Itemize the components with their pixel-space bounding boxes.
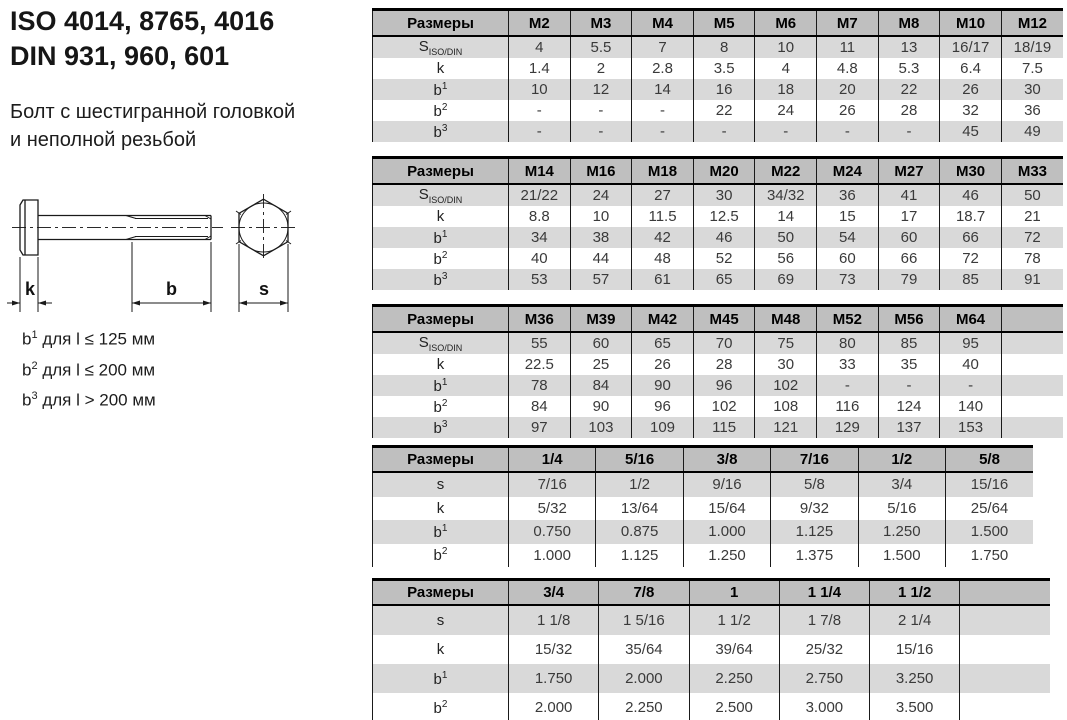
value-cell: 60 [878, 227, 940, 248]
row-label: k [373, 497, 509, 521]
value-cell: - [509, 100, 571, 121]
value-cell: 1 7/8 [779, 605, 869, 635]
value-cell: 0.750 [509, 520, 596, 544]
value-cell: 10 [755, 36, 817, 58]
value-cell: 1.375 [771, 544, 858, 568]
value-cell: 65 [693, 269, 755, 290]
value-cell: 108 [755, 396, 817, 417]
value-cell: 153 [940, 417, 1002, 438]
value-cell: 60 [817, 248, 879, 269]
table-row [373, 269, 1064, 290]
value-cell: 30 [755, 354, 817, 375]
col-header-m39: M39 [570, 306, 632, 333]
value-cell: 15/32 [509, 635, 599, 664]
row-label: s [373, 472, 509, 497]
table-corner-label: Размеры [373, 447, 509, 473]
value-cell: 60 [570, 332, 632, 354]
value-cell: 10 [570, 206, 632, 227]
row-label: $b^1$ [373, 79, 509, 100]
value-cell: 2.250 [599, 693, 689, 720]
value-cell: 66 [940, 227, 1002, 248]
value-cell: 1.4 [509, 58, 571, 79]
value-cell: 1/2 [596, 472, 683, 497]
row-label: $b^3$ [373, 121, 509, 142]
value-cell: 48 [632, 248, 694, 269]
din-standards-title: DIN 931, 960, 601 [10, 41, 230, 71]
value-cell: 124 [878, 396, 940, 417]
row-label: s [373, 605, 509, 635]
col-header-m56: M56 [878, 306, 940, 333]
value-cell: 30 [1001, 79, 1063, 100]
value-cell: 55 [509, 332, 571, 354]
value-cell: 18.7 [940, 206, 1002, 227]
col-header-m6: M6 [755, 10, 817, 37]
dim-label-k: k [25, 279, 36, 299]
table-corner-label: Размеры [373, 306, 509, 333]
value-cell: 21 [1001, 206, 1063, 227]
row-label: $b^1$ [373, 227, 509, 248]
value-cell: 38 [570, 227, 632, 248]
table-row [373, 664, 1051, 693]
value-cell: 102 [755, 375, 817, 396]
value-cell: 1.125 [771, 520, 858, 544]
value-cell: 35/64 [599, 635, 689, 664]
table-row [373, 58, 1064, 79]
value-cell [1001, 354, 1063, 375]
row-label: $b^3$ [373, 269, 509, 290]
dim-label-s: s [259, 279, 270, 299]
value-cell: 1.000 [683, 520, 770, 544]
value-cell: 75 [755, 332, 817, 354]
inch-table-threequarter-to-oneandhalf [372, 578, 1050, 720]
value-cell: 5/8 [771, 472, 858, 497]
value-cell: 7/16 [509, 472, 596, 497]
value-cell: - [878, 375, 940, 396]
value-cell: 1.000 [509, 544, 596, 568]
value-cell: 30 [693, 184, 755, 206]
value-cell: 0.875 [596, 520, 683, 544]
value-cell: 1.500 [946, 520, 1033, 544]
value-cell: 46 [693, 227, 755, 248]
col-header-5-8: 5/8 [946, 447, 1033, 473]
col-header-empty [1001, 306, 1063, 333]
value-cell: 21/22 [509, 184, 571, 206]
col-header-m5: M5 [693, 10, 755, 37]
value-cell: 3.500 [870, 693, 960, 720]
col-header-m30: M30 [940, 158, 1002, 185]
value-cell: 22.5 [509, 354, 571, 375]
value-cell: 26 [817, 100, 879, 121]
value-cell: 3.000 [779, 693, 869, 720]
value-cell: 129 [817, 417, 879, 438]
value-cell: 25 [570, 354, 632, 375]
value-cell: 78 [1001, 248, 1063, 269]
value-cell: 16/17 [940, 36, 1002, 58]
col-header-m64: M64 [940, 306, 1002, 333]
value-cell: 13/64 [596, 497, 683, 521]
value-cell: 18 [755, 79, 817, 100]
value-cell: 97 [509, 417, 571, 438]
value-cell: 9/32 [771, 497, 858, 521]
value-cell: 2.8 [632, 58, 694, 79]
value-cell: 72 [1001, 227, 1063, 248]
value-cell: 85 [878, 332, 940, 354]
col-header-m33: M33 [1001, 158, 1063, 185]
table-row [373, 544, 1034, 568]
value-cell: 52 [693, 248, 755, 269]
table-row [373, 605, 1051, 635]
table-row [373, 100, 1064, 121]
value-cell: - [570, 100, 632, 121]
value-cell: 32 [940, 100, 1002, 121]
row-label: k [373, 206, 509, 227]
value-cell: 96 [632, 396, 694, 417]
table-row [373, 396, 1064, 417]
description-line-2: и неполной резьбой [10, 129, 197, 151]
value-cell: 11.5 [632, 206, 694, 227]
col-header-m27: M27 [878, 158, 940, 185]
table-row [373, 417, 1064, 438]
value-cell: 5.3 [878, 58, 940, 79]
value-cell: - [878, 121, 940, 142]
value-cell: 34 [509, 227, 571, 248]
col-header-m24: M24 [817, 158, 879, 185]
value-cell: 15/16 [870, 635, 960, 664]
value-cell: 1 5/16 [599, 605, 689, 635]
value-cell: 103 [570, 417, 632, 438]
row-label: $b^2$ [373, 544, 509, 568]
col-header-1-1-4: 1 1/4 [779, 580, 869, 606]
value-cell: 12.5 [693, 206, 755, 227]
value-cell: 53 [509, 269, 571, 290]
value-cell: 2 [570, 58, 632, 79]
value-cell: 34/32 [755, 184, 817, 206]
row-label: $S_{ISO/DIN}$ [373, 332, 509, 354]
value-cell: 3/4 [858, 472, 945, 497]
value-cell: - [632, 121, 694, 142]
col-header-m18: M18 [632, 158, 694, 185]
value-cell: 95 [940, 332, 1002, 354]
value-cell: 36 [817, 184, 879, 206]
value-cell: 46 [940, 184, 1002, 206]
value-cell: 13 [878, 36, 940, 58]
col-header-m10: M10 [940, 10, 1002, 37]
row-label: k [373, 635, 509, 664]
value-cell: - [940, 375, 1002, 396]
col-header-1: 1 [689, 580, 779, 606]
col-header-m14: M14 [509, 158, 571, 185]
col-header-m4: M4 [632, 10, 694, 37]
description-line-1: Болт с шестигранной головкой [10, 101, 296, 123]
value-cell: - [755, 121, 817, 142]
value-cell: 2.000 [599, 664, 689, 693]
value-cell: 15/16 [946, 472, 1033, 497]
value-cell: 78 [509, 375, 571, 396]
value-cell: 7.5 [1001, 58, 1063, 79]
col-header-m48: M48 [755, 306, 817, 333]
table-row [373, 375, 1064, 396]
value-cell: 27 [632, 184, 694, 206]
table-corner-label: Размеры [373, 580, 509, 606]
value-cell: - [817, 375, 879, 396]
row-label: k [373, 58, 509, 79]
value-cell: 115 [693, 417, 755, 438]
table-row [373, 332, 1064, 354]
row-label: $b^2$ [373, 100, 509, 121]
row-label: $b^1$ [373, 664, 509, 693]
note-line: $b^3$ для l > 200 мм [22, 390, 156, 410]
value-cell: 84 [570, 375, 632, 396]
value-cell: 45 [940, 121, 1002, 142]
col-header-m7: M7 [817, 10, 879, 37]
value-cell: 84 [509, 396, 571, 417]
table-row [373, 248, 1064, 269]
value-cell: 90 [632, 375, 694, 396]
value-cell: 26 [632, 354, 694, 375]
value-cell: 79 [878, 269, 940, 290]
value-cell: 40 [940, 354, 1002, 375]
value-cell: 121 [755, 417, 817, 438]
value-cell: 22 [693, 100, 755, 121]
note-line: $b^2$ для l ≤ 200 мм [22, 359, 156, 380]
value-cell: 61 [632, 269, 694, 290]
value-cell: 14 [632, 79, 694, 100]
product-description [10, 98, 295, 154]
table-row [373, 635, 1051, 664]
value-cell: 73 [817, 269, 879, 290]
dim-label-b: b [166, 279, 177, 299]
table-row [373, 79, 1064, 100]
value-cell: 140 [940, 396, 1002, 417]
value-cell: 2 1/4 [870, 605, 960, 635]
table-row [373, 472, 1034, 497]
col-header-empty [960, 580, 1050, 606]
value-cell: 2.750 [779, 664, 869, 693]
table-row [373, 227, 1064, 248]
table-row [373, 36, 1064, 58]
value-cell: 15/64 [683, 497, 770, 521]
row-label: $b^2$ [373, 248, 509, 269]
value-cell: 36 [1001, 100, 1063, 121]
value-cell: 96 [693, 375, 755, 396]
col-header-m36: M36 [509, 306, 571, 333]
value-cell: 1 1/8 [509, 605, 599, 635]
value-cell: 15 [817, 206, 879, 227]
value-cell: 16 [693, 79, 755, 100]
metric-table-m2-m12 [372, 8, 1063, 142]
bolt-technical-drawing [5, 188, 335, 326]
value-cell: 28 [693, 354, 755, 375]
value-cell: 5/32 [509, 497, 596, 521]
table-row [373, 497, 1034, 521]
value-cell: 6.4 [940, 58, 1002, 79]
value-cell: 4 [509, 36, 571, 58]
inch-table-quarter-to-fiveeighths [372, 445, 1033, 567]
value-cell [1001, 332, 1063, 354]
value-cell: 4.8 [817, 58, 879, 79]
col-header-5-16: 5/16 [596, 447, 683, 473]
note-line: $b^1$ для l ≤ 125 мм [22, 329, 156, 349]
value-cell: 85 [940, 269, 1002, 290]
value-cell: 11 [817, 36, 879, 58]
col-header-m45: M45 [693, 306, 755, 333]
col-header-m8: M8 [878, 10, 940, 37]
col-header-m2: M2 [509, 10, 571, 37]
value-cell: 3.250 [870, 664, 960, 693]
value-cell: 24 [755, 100, 817, 121]
row-label: $S_{ISO/DIN}$ [373, 36, 509, 58]
value-cell: 56 [755, 248, 817, 269]
value-cell: 24 [570, 184, 632, 206]
value-cell: 25/32 [779, 635, 869, 664]
value-cell: 57 [570, 269, 632, 290]
col-header-m12: M12 [1001, 10, 1063, 37]
value-cell: 39/64 [689, 635, 779, 664]
value-cell [1001, 375, 1063, 396]
table-corner-label: Размеры [373, 158, 509, 185]
value-cell: 5/16 [858, 497, 945, 521]
row-label: $b^3$ [373, 417, 509, 438]
value-cell: 14 [755, 206, 817, 227]
table-row [373, 184, 1064, 206]
col-header-1-4: 1/4 [509, 447, 596, 473]
value-cell [960, 693, 1050, 720]
iso-standards-title: ISO 4014, 8765, 4016 [10, 6, 275, 36]
value-cell: 102 [693, 396, 755, 417]
value-cell: - [632, 100, 694, 121]
value-cell: 22 [878, 79, 940, 100]
value-cell [1001, 417, 1063, 438]
value-cell: - [817, 121, 879, 142]
value-cell: 41 [878, 184, 940, 206]
value-cell: 1 1/2 [689, 605, 779, 635]
standards-title-block [10, 4, 274, 74]
value-cell: 1.125 [596, 544, 683, 568]
row-label: $b^1$ [373, 375, 509, 396]
value-cell: 2.500 [689, 693, 779, 720]
row-label: k [373, 354, 509, 375]
row-label: $b^1$ [373, 520, 509, 544]
value-cell: 9/16 [683, 472, 770, 497]
table-row [373, 354, 1064, 375]
row-label: $S_{ISO/DIN}$ [373, 184, 509, 206]
value-cell [960, 635, 1050, 664]
value-cell: 1.250 [683, 544, 770, 568]
col-header-m20: M20 [693, 158, 755, 185]
value-cell: 69 [755, 269, 817, 290]
col-header-7-8: 7/8 [599, 580, 689, 606]
value-cell: 49 [1001, 121, 1063, 142]
value-cell: 35 [878, 354, 940, 375]
value-cell [960, 664, 1050, 693]
value-cell: 5.5 [570, 36, 632, 58]
value-cell: 7 [632, 36, 694, 58]
col-header-7-16: 7/16 [771, 447, 858, 473]
value-cell: 1.750 [509, 664, 599, 693]
value-cell: 42 [632, 227, 694, 248]
value-cell: 80 [817, 332, 879, 354]
table-row [373, 121, 1064, 142]
value-cell: 1.750 [946, 544, 1033, 568]
value-cell: 90 [570, 396, 632, 417]
value-cell: 20 [817, 79, 879, 100]
value-cell: 91 [1001, 269, 1063, 290]
thread-length-notes [22, 322, 156, 414]
value-cell: 66 [878, 248, 940, 269]
col-header-m52: M52 [817, 306, 879, 333]
value-cell: 50 [1001, 184, 1063, 206]
table-row [373, 206, 1064, 227]
value-cell: 54 [817, 227, 879, 248]
col-header-1-1-2: 1 1/2 [870, 580, 960, 606]
value-cell: - [693, 121, 755, 142]
value-cell: 116 [817, 396, 879, 417]
value-cell: 4 [755, 58, 817, 79]
metric-table-m36-m64 [372, 304, 1063, 438]
table-row [373, 520, 1034, 544]
value-cell: 2.000 [509, 693, 599, 720]
col-header-3-8: 3/8 [683, 447, 770, 473]
value-cell: 10 [509, 79, 571, 100]
col-header-3-4: 3/4 [509, 580, 599, 606]
value-cell: 137 [878, 417, 940, 438]
value-cell: 70 [693, 332, 755, 354]
value-cell: 18/19 [1001, 36, 1063, 58]
value-cell [1001, 396, 1063, 417]
metric-table-m14-m33 [372, 156, 1063, 290]
value-cell: - [570, 121, 632, 142]
value-cell: 44 [570, 248, 632, 269]
value-cell: 25/64 [946, 497, 1033, 521]
value-cell: 28 [878, 100, 940, 121]
value-cell: 1.250 [858, 520, 945, 544]
value-cell: 8 [693, 36, 755, 58]
value-cell: 109 [632, 417, 694, 438]
row-label: $b^2$ [373, 693, 509, 720]
row-label: $b^2$ [373, 396, 509, 417]
value-cell: - [509, 121, 571, 142]
value-cell: 40 [509, 248, 571, 269]
value-cell: 17 [878, 206, 940, 227]
table-row [373, 693, 1051, 720]
value-cell: 33 [817, 354, 879, 375]
value-cell [960, 605, 1050, 635]
col-header-m16: M16 [570, 158, 632, 185]
value-cell: 3.5 [693, 58, 755, 79]
col-header-m22: M22 [755, 158, 817, 185]
value-cell: 8.8 [509, 206, 571, 227]
table-corner-label: Размеры [373, 10, 509, 37]
col-header-1-2: 1/2 [858, 447, 945, 473]
value-cell: 2.250 [689, 664, 779, 693]
value-cell: 72 [940, 248, 1002, 269]
value-cell: 50 [755, 227, 817, 248]
col-header-m3: M3 [570, 10, 632, 37]
col-header-m42: M42 [632, 306, 694, 333]
value-cell: 26 [940, 79, 1002, 100]
value-cell: 65 [632, 332, 694, 354]
value-cell: 1.500 [858, 544, 945, 568]
value-cell: 12 [570, 79, 632, 100]
